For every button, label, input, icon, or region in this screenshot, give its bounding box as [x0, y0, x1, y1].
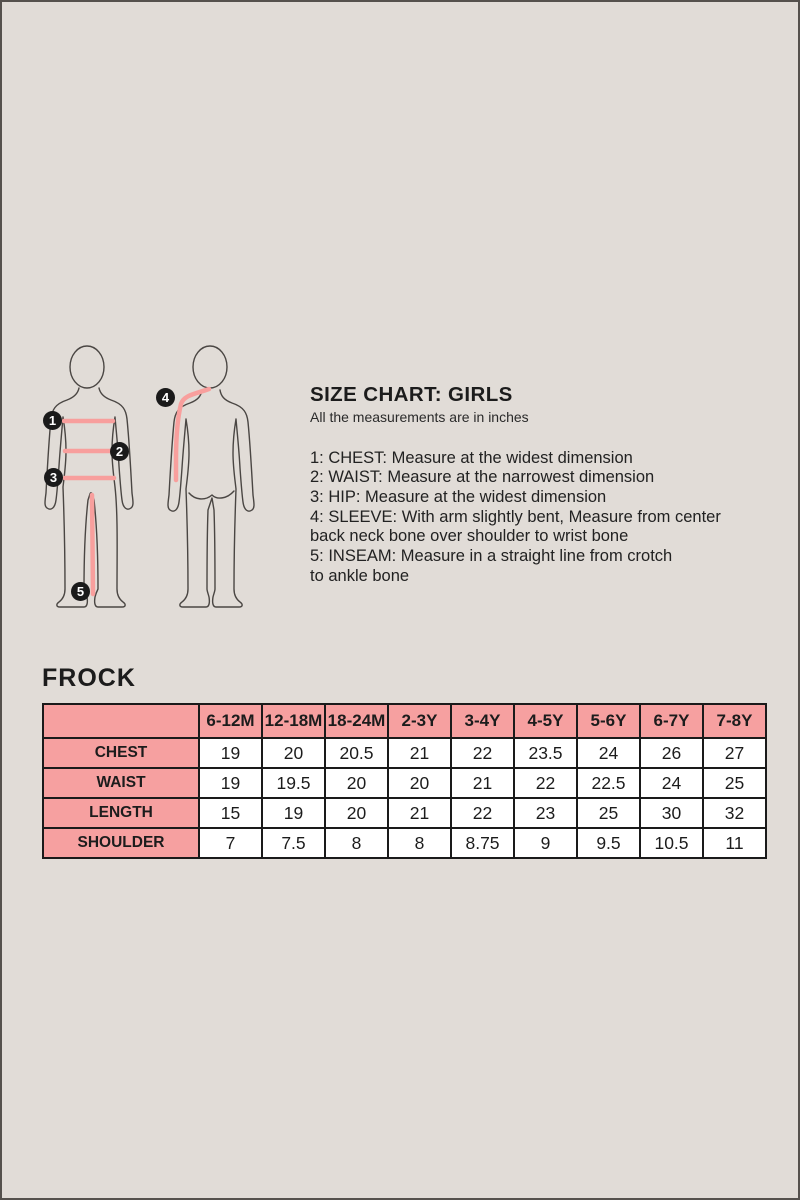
cell: 21 [451, 768, 514, 798]
row-label: LENGTH [43, 798, 199, 828]
marker-chest: 1 [43, 411, 62, 430]
cell: 30 [640, 798, 703, 828]
cell: 7 [199, 828, 262, 858]
cell: 22.5 [577, 768, 640, 798]
size-table-corner-cell [43, 704, 199, 738]
instruction-line: 1: CHEST: Measure at the widest dimension [310, 448, 633, 467]
inseam-measure-line [92, 495, 93, 594]
size-column-header: 4-5Y [514, 704, 577, 738]
page-title: SIZE CHART: GIRLS [310, 383, 513, 406]
cell: 20 [388, 768, 451, 798]
cell: 19 [199, 768, 262, 798]
table-row-waist [43, 768, 766, 798]
cell: 22 [514, 768, 577, 798]
table-row-length [43, 798, 766, 828]
garment-title: FROCK [42, 664, 136, 692]
cell: 7.5 [262, 828, 325, 858]
measurement-figures-illustration [37, 332, 277, 622]
marker-sleeve: 4 [156, 388, 175, 407]
table-row-chest [43, 738, 766, 768]
instruction-line: 5: INSEAM: Measure in a straight line from crotch [310, 547, 673, 566]
back-figure-body [168, 390, 254, 607]
size-table-header-row [43, 704, 766, 738]
row-label: SHOULDER [43, 828, 199, 858]
cell: 15 [199, 798, 262, 828]
cell: 25 [577, 798, 640, 828]
cell: 32 [703, 798, 766, 828]
cell: 26 [640, 738, 703, 768]
back-figure-head [193, 346, 227, 388]
cell: 20.5 [325, 738, 388, 768]
size-column-header: 2-3Y [388, 704, 451, 738]
instruction-line: back neck bone over shoulder to wrist bone [310, 527, 629, 546]
units-note: All the measurements are in inches [310, 408, 529, 425]
cell: 8 [388, 828, 451, 858]
marker-waist: 2 [110, 442, 129, 461]
cell: 21 [388, 798, 451, 828]
size-column-header: 12-18M [262, 704, 325, 738]
cell: 25 [703, 768, 766, 798]
row-label: CHEST [43, 738, 199, 768]
instruction-line: 2: WAIST: Measure at the narrowest dimension [310, 468, 655, 487]
cell: 19 [262, 798, 325, 828]
instruction-line: 4: SLEEVE: With arm slightly bent, Measure from center [310, 507, 721, 526]
cell: 27 [703, 738, 766, 768]
table-row-shoulder [43, 828, 766, 858]
cell: 22 [451, 798, 514, 828]
front-figure-head [70, 346, 104, 388]
row-label: WAIST [43, 768, 199, 798]
cell: 20 [325, 768, 388, 798]
size-column-header: 5-6Y [577, 704, 640, 738]
cell: 19 [199, 738, 262, 768]
instruction-line: to ankle bone [310, 566, 410, 585]
cell: 24 [640, 768, 703, 798]
size-column-header: 18-24M [325, 704, 388, 738]
instruction-line: 3: HIP: Measure at the widest dimension [310, 487, 607, 506]
cell: 21 [388, 738, 451, 768]
marker-inseam: 5 [71, 582, 90, 601]
cell: 20 [325, 798, 388, 828]
cell: 8 [325, 828, 388, 858]
size-column-header: 6-12M [199, 704, 262, 738]
cell: 9 [514, 828, 577, 858]
cell: 9.5 [577, 828, 640, 858]
cell: 22 [451, 738, 514, 768]
cell: 23.5 [514, 738, 577, 768]
size-column-header: 7-8Y [703, 704, 766, 738]
measurement-instructions [310, 449, 788, 587]
size-column-header: 6-7Y [640, 704, 703, 738]
size-table [42, 703, 767, 859]
cell: 11 [703, 828, 766, 858]
cell: 19.5 [262, 768, 325, 798]
cell: 20 [262, 738, 325, 768]
cell: 23 [514, 798, 577, 828]
cell: 10.5 [640, 828, 703, 858]
marker-hip: 3 [44, 468, 63, 487]
size-column-header: 3-4Y [451, 704, 514, 738]
cell: 8.75 [451, 828, 514, 858]
measurement-info [310, 384, 788, 586]
cell: 24 [577, 738, 640, 768]
